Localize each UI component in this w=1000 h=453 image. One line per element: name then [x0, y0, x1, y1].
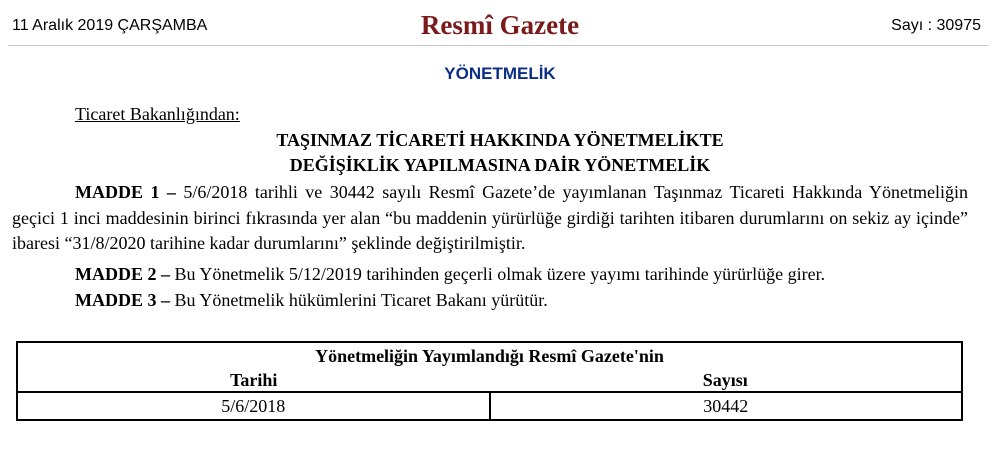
- cell-date: 5/6/2018: [17, 392, 490, 420]
- table-row: [17, 392, 962, 420]
- article-2-text: Bu Yönetmelik 5/12/2019 tarihinden geçerli olmak üzere yayımı tarihinde yürürlüğe girer.: [174, 264, 826, 284]
- article-3-label: MADDE 3 –: [75, 290, 170, 310]
- section-heading: YÖNETMELİK: [444, 64, 556, 83]
- gazette-date: 11 Aralık 2019 ÇARŞAMBA: [12, 17, 208, 34]
- article-2-label: MADDE 2 –: [75, 264, 170, 284]
- article-3-text: Bu Yönetmelik hükümlerini Ticaret Bakanı yürütür.: [174, 290, 548, 310]
- article-2: [12, 262, 968, 288]
- reference-table-header-row: [17, 369, 962, 392]
- article-1: [12, 180, 968, 257]
- column-header-number: Sayısı: [490, 369, 963, 392]
- article-1-label: MADDE 1 –: [75, 182, 176, 202]
- column-header-date: Tarihi: [17, 369, 490, 392]
- cell-number: 30442: [490, 392, 963, 420]
- article-1-text: 5/6/2018 tarihli ve 30442 sayılı Resmî Gazete’de yayımlanan Taşınmaz Ticareti Hakkında Yönetmeliğin geçici 1 inci maddesinin birinci fıkrasında yer alan “bu maddenin yürürlüğe girdiği tarihten itibaren durumlarını on sekiz ay içinde” ibaresi “31/8/2020 tarihine kadar durumlarını” şeklinde değiştirilmiştir.: [12, 182, 969, 253]
- reference-table-caption-row: [17, 342, 962, 369]
- reference-table-caption: Yönetmeliğin Yayımlandığı Resmî Gazete'nin: [17, 342, 962, 369]
- article-3: [12, 288, 968, 314]
- issuing-ministry: Ticaret Bakanlığından:: [75, 104, 240, 124]
- masthead: [0, 0, 1000, 46]
- gazette-title: Resmî Gazete: [420, 10, 580, 40]
- regulation-title-line-1: TAŞINMAZ TİCARETİ HAKKINDA YÖNETMELİKTE: [276, 130, 724, 150]
- masthead-divider: [8, 45, 988, 46]
- reference-table: [16, 341, 963, 421]
- regulation-title-line-2: DEĞİŞİKLİK YAPILMASINA DAİR YÖNETMELİK: [289, 155, 711, 175]
- gazette-issue-number: Sayı : 30975: [891, 17, 981, 34]
